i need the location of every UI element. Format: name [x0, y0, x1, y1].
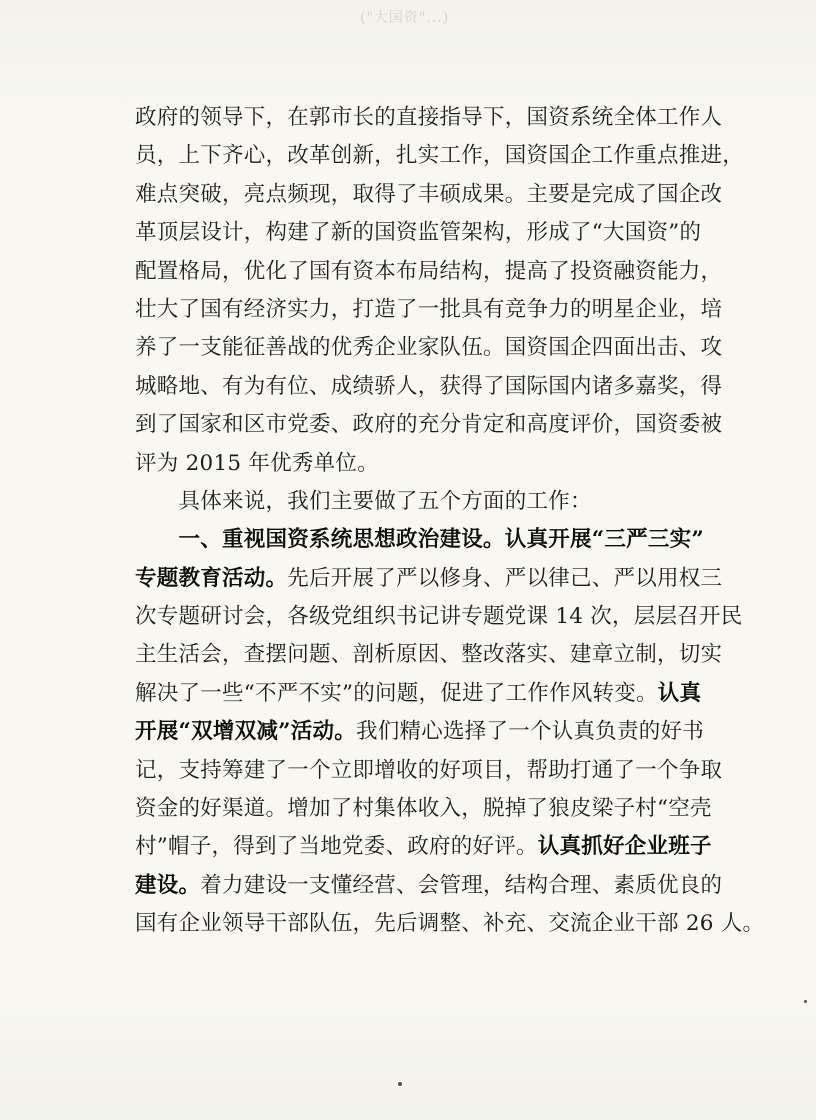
- text-segment: 资金的好渠道。增加了村集体收入，脱掉了狼皮梁子村“空壳: [135, 796, 712, 822]
- text-line: [135, 368, 723, 406]
- text-segment: 主生活会，查摆问题、剖析原因、整改落实、建章立制，切实: [135, 642, 723, 668]
- scan-speck: [398, 1082, 402, 1086]
- text-line: [135, 521, 715, 559]
- text-segment: 难点突破，亮点频现，取得了丰硕成果。主要是完成了国企改: [135, 181, 723, 207]
- text-line: [135, 598, 743, 636]
- text-segment: 革顶层设计，构建了新的国资监管架构，形成了“大国资”的: [135, 220, 702, 246]
- text-line: [135, 291, 723, 329]
- text-segment: 解决了一些“不严不实”的问题，促进了工作作风转变。: [135, 680, 658, 706]
- bold-text-segment: 认真: [657, 680, 702, 706]
- text-segment: 着力建设一支懂经营、会管理，结构合理、素质优良的: [200, 872, 723, 898]
- text-line: [135, 828, 715, 866]
- text-segment: 具体来说，我们主要做了五个方面的工作：: [135, 488, 592, 514]
- text-line: [135, 329, 723, 367]
- bold-text-segment: 开展“双增双减”活动。: [135, 719, 356, 745]
- text-segment: 养了一支能征善战的优秀企业家队伍。国资国企四面出击、攻: [135, 335, 723, 361]
- text-line: [135, 790, 715, 828]
- text-line: [135, 483, 715, 521]
- text-line: [135, 867, 723, 905]
- text-segment: 城略地、有为有位、成绩骄人，获得了国际国内诸多嘉奖，得: [135, 373, 723, 399]
- text-line: [135, 560, 723, 598]
- text-segment: 记，支持筹建了一个立即增收的好项目，帮助打通了一个争取: [135, 757, 723, 783]
- text-segment: 员，上下齐心，改革创新，扎实工作，国资国企工作重点推进，: [135, 143, 745, 169]
- text-segment: 国有企业领导干部队伍，先后调整、补充、交流企业干部 26 人。: [135, 911, 765, 937]
- bold-text-segment: 一、重视国资系统思想政治建设。认真开展“三严三实”: [135, 527, 704, 553]
- text-segment: 先后开展了严以修身、严以律己、严以用权三: [287, 565, 723, 591]
- text-line: [135, 675, 715, 713]
- text-line: [135, 636, 723, 674]
- text-line: [135, 752, 723, 790]
- text-line: [135, 253, 723, 291]
- bold-text-segment: 认真抓好企业班子: [537, 834, 712, 860]
- text-line: [135, 905, 765, 943]
- text-segment: 评为 2015 年优秀单位。: [135, 450, 379, 476]
- bold-text-segment: 专题教育活动。: [135, 565, 288, 591]
- text-line: [135, 445, 715, 483]
- text-line: [135, 176, 723, 214]
- text-segment: 配置格局，优化了国有资本布局结构，提高了投资融资能力，: [135, 258, 723, 284]
- text-line: [135, 214, 715, 252]
- text-segment: 村”帽子，得到了当地党委、政府的好评。: [135, 834, 538, 860]
- text-line: [135, 137, 745, 175]
- text-segment: 次专题研讨会，各级党组织书记讲专题党课 14 次，层层召开民: [135, 604, 743, 630]
- text-line: [135, 99, 723, 137]
- bleed-through-text: ("大国资"...): [360, 10, 450, 26]
- text-segment: 政府的领导下，在郭市长的直接指导下，国资系统全体工作人: [135, 105, 723, 130]
- body-text: [135, 99, 765, 944]
- bold-text-segment: 建设。: [135, 872, 201, 898]
- text-segment: 到了国家和区市党委、政府的充分肯定和高度评价，国资委被: [135, 412, 723, 438]
- text-line: [135, 713, 715, 751]
- text-segment: 我们精心选择了一个认真负责的好书: [355, 719, 704, 745]
- text-line: [135, 406, 723, 444]
- scan-speck: [804, 1000, 807, 1003]
- text-segment: 壮大了国有经济实力，打造了一批具有竞争力的明星企业，培: [135, 296, 723, 322]
